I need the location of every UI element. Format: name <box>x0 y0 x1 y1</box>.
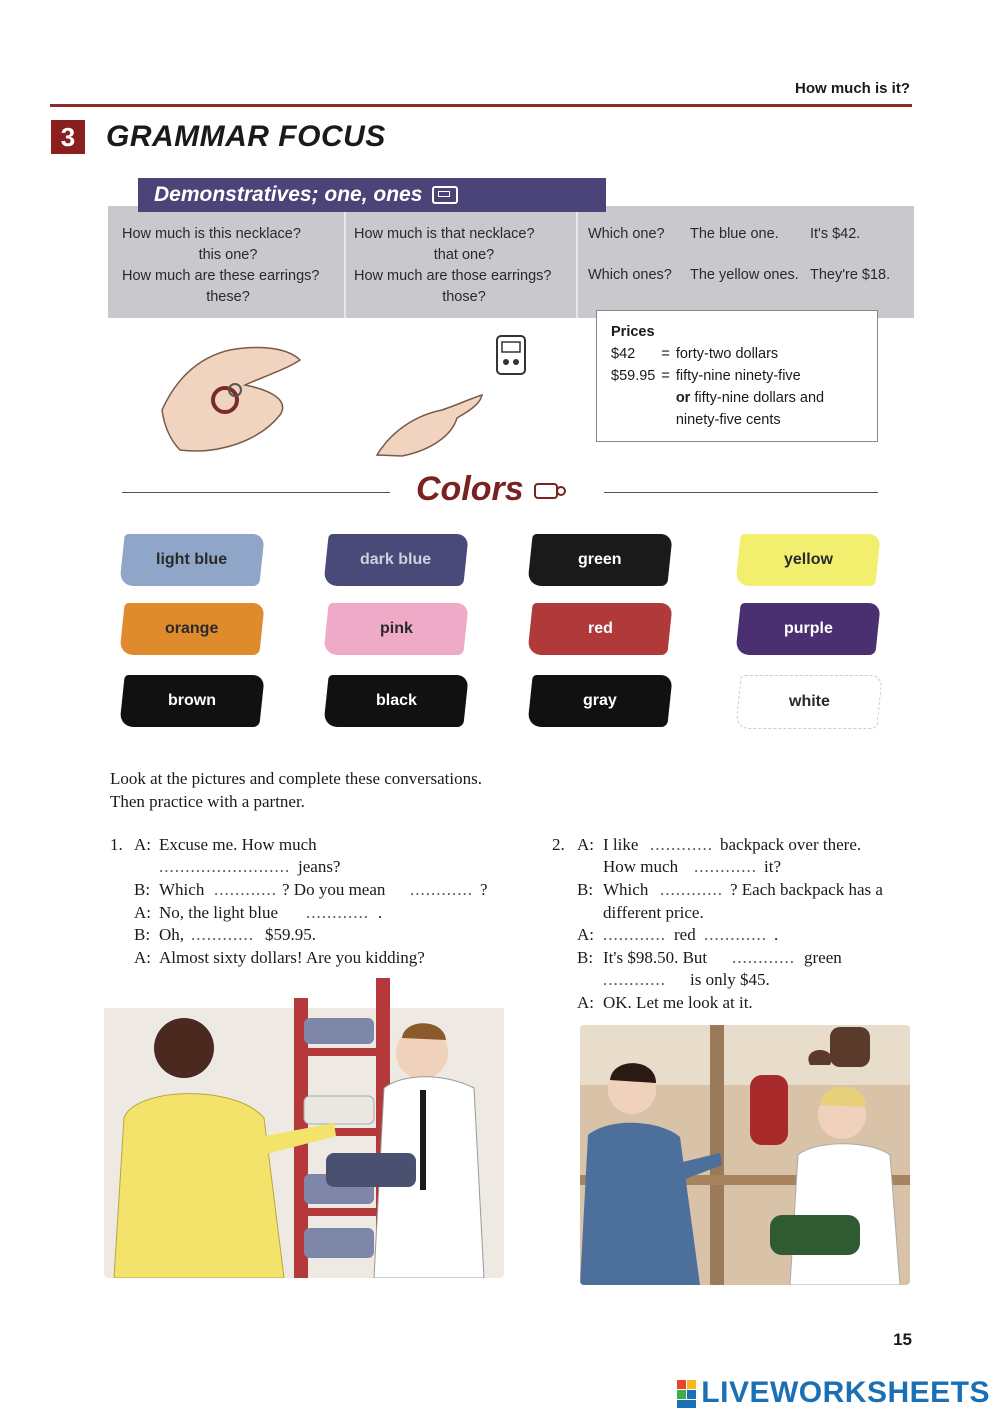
color-swatch-pink <box>323 603 468 655</box>
divider <box>576 206 578 318</box>
price-amount: $42 <box>611 346 636 362</box>
which-one-q: Which one? <box>588 226 665 242</box>
liveworksheets-logo <box>677 1376 990 1410</box>
instruction-line: Then practice with a partner. <box>110 792 305 811</box>
conv-line: backpack over there. <box>720 835 862 854</box>
watermark-text: LIVEWORKSHEETS <box>701 1376 990 1409</box>
color-swatch-light-blue <box>119 534 264 586</box>
equals-sign: = <box>661 368 670 384</box>
conv-line: Almost sixty dollars! Are you kidding? <box>159 948 425 967</box>
prices-box <box>596 310 878 442</box>
conv-line: Which <box>603 880 649 899</box>
blank: ............ <box>732 948 795 967</box>
conv-line: Which <box>159 880 205 899</box>
which-one-price: It's $42. <box>810 226 861 242</box>
colors-rule-left <box>122 492 390 493</box>
backpack-store-illustration <box>580 1025 910 1285</box>
conv-line: green <box>804 948 842 967</box>
which-ones-price: They're $18. <box>810 267 891 283</box>
color-swatch-red <box>527 603 672 655</box>
liveworksheets-icon <box>677 1380 697 1408</box>
divider <box>344 206 346 318</box>
color-swatch-green <box>527 534 672 586</box>
color-swatch-orange <box>119 603 264 655</box>
blank: ............ <box>660 880 723 899</box>
color-label: light blue <box>156 551 228 568</box>
grammar-line: How much is this necklace? <box>122 226 301 242</box>
blank: ............ <box>191 925 254 944</box>
color-swatch-dark-blue <box>323 534 468 586</box>
color-label: black <box>375 692 417 709</box>
price-amount: $59.95 <box>611 368 656 384</box>
conv-line: ? Each backpack has a <box>730 880 883 899</box>
pointing-hand-illustration <box>372 390 487 460</box>
grammar-line: that one? <box>433 247 495 263</box>
blank: ............ <box>306 903 369 922</box>
blank: ............ <box>603 925 666 944</box>
hand-holding-necklace-illustration <box>150 330 310 460</box>
section-number: 3 <box>51 120 85 154</box>
cassette-icon <box>432 186 458 204</box>
speaker: B: <box>577 880 594 899</box>
colors-title-text: Colors <box>416 470 524 508</box>
prices-table <box>611 343 830 431</box>
conv-line: ? <box>480 880 488 899</box>
color-label: green <box>578 551 622 568</box>
grammar-col-this <box>122 224 334 308</box>
running-head: How much is it? <box>794 80 910 97</box>
conv-line: is only $45. <box>690 970 770 989</box>
conv-line: OK. Let me look at it. <box>603 993 753 1012</box>
color-label: white <box>788 693 830 710</box>
color-label: gray <box>583 692 617 709</box>
cassette-icon <box>533 480 567 502</box>
grammar-line: How much are these earrings? <box>122 268 320 284</box>
grammar-line: these? <box>206 289 250 305</box>
header-rule <box>50 104 912 107</box>
color-swatch-yellow <box>735 534 880 586</box>
grammar-line: those? <box>442 289 486 305</box>
conv-line: it? <box>764 857 781 876</box>
which-ones-a: The yellow ones. <box>690 267 799 283</box>
color-swatch-gray <box>527 675 672 727</box>
speaker: A: <box>577 925 594 944</box>
price-words: fifty-nine dollars and <box>694 390 825 406</box>
grammar-box <box>108 206 914 318</box>
which-ones-q: Which ones? <box>588 267 672 283</box>
colors-title <box>416 470 567 509</box>
conv-line: ? Do you mean <box>282 880 386 899</box>
blank: ............ <box>214 880 277 899</box>
grammar-line: How much are those earrings? <box>354 268 552 284</box>
color-label: purple <box>783 620 833 637</box>
speaker: A: <box>577 835 594 854</box>
blank: ............ <box>650 835 713 854</box>
conv-line: different price. <box>603 903 704 922</box>
color-label: yellow <box>783 551 833 568</box>
color-swatch-purple <box>735 603 880 655</box>
grammar-line: this one? <box>198 247 258 263</box>
conv-line: Oh, <box>159 925 185 944</box>
color-label: red <box>587 620 613 637</box>
prices-title: Prices <box>611 324 655 340</box>
grammar-header-text: Demonstratives; one, ones <box>154 183 423 206</box>
or-label: or <box>675 390 691 406</box>
price-words: ninety-five cents <box>675 412 781 428</box>
conv-line: How much <box>603 857 679 876</box>
conv-line: It's $98.50. But <box>603 948 708 967</box>
conv-number: 1. <box>110 835 123 854</box>
blank: ............ <box>694 857 757 876</box>
color-swatch-white <box>735 675 883 729</box>
speaker: B: <box>134 880 151 899</box>
speaker: A: <box>134 948 151 967</box>
blank: ............ <box>603 970 666 989</box>
blank: ............ <box>410 880 473 899</box>
page-number: 15 <box>893 1330 912 1349</box>
cassette-icon <box>494 332 530 380</box>
color-swatch-brown <box>119 675 264 727</box>
grammar-header <box>138 178 606 212</box>
speaker: B: <box>134 925 151 944</box>
instruction-line: Look at the pictures and complete these conversations. <box>110 769 482 788</box>
which-one-a: The blue one. <box>690 226 779 242</box>
grammar-col-that <box>354 224 574 308</box>
conv-line: No, the light blue <box>159 903 278 922</box>
grammar-line: How much is that necklace? <box>354 226 535 242</box>
color-label: dark blue <box>360 551 432 568</box>
conv-line: $59.95. <box>265 925 316 944</box>
blank: ......................... <box>159 857 291 876</box>
price-words: forty-two dollars <box>675 346 779 362</box>
equals-sign: = <box>661 346 670 362</box>
blank: ............ <box>704 925 767 944</box>
conv-line: . <box>774 925 779 944</box>
color-label: brown <box>168 692 216 709</box>
price-words: fifty-nine ninety-five <box>675 368 801 384</box>
speaker: A: <box>134 835 151 854</box>
instructions <box>110 767 482 813</box>
conv-line: Excuse me. How much <box>159 835 317 854</box>
speaker: B: <box>577 948 594 967</box>
color-label: pink <box>379 620 413 637</box>
conv-line: I like <box>603 835 639 854</box>
conv-line: . <box>378 903 383 922</box>
speaker: A: <box>134 903 151 922</box>
colors-rule-right <box>604 492 878 493</box>
color-label: orange <box>165 620 219 637</box>
clothing-store-illustration <box>104 978 504 1278</box>
section-title: GRAMMAR FOCUS <box>106 120 386 153</box>
conv-line: red <box>674 925 696 944</box>
conv-line: jeans? <box>298 857 341 876</box>
conv-number: 2. <box>552 835 565 854</box>
color-swatch-black <box>323 675 468 727</box>
speaker: A: <box>577 993 594 1012</box>
